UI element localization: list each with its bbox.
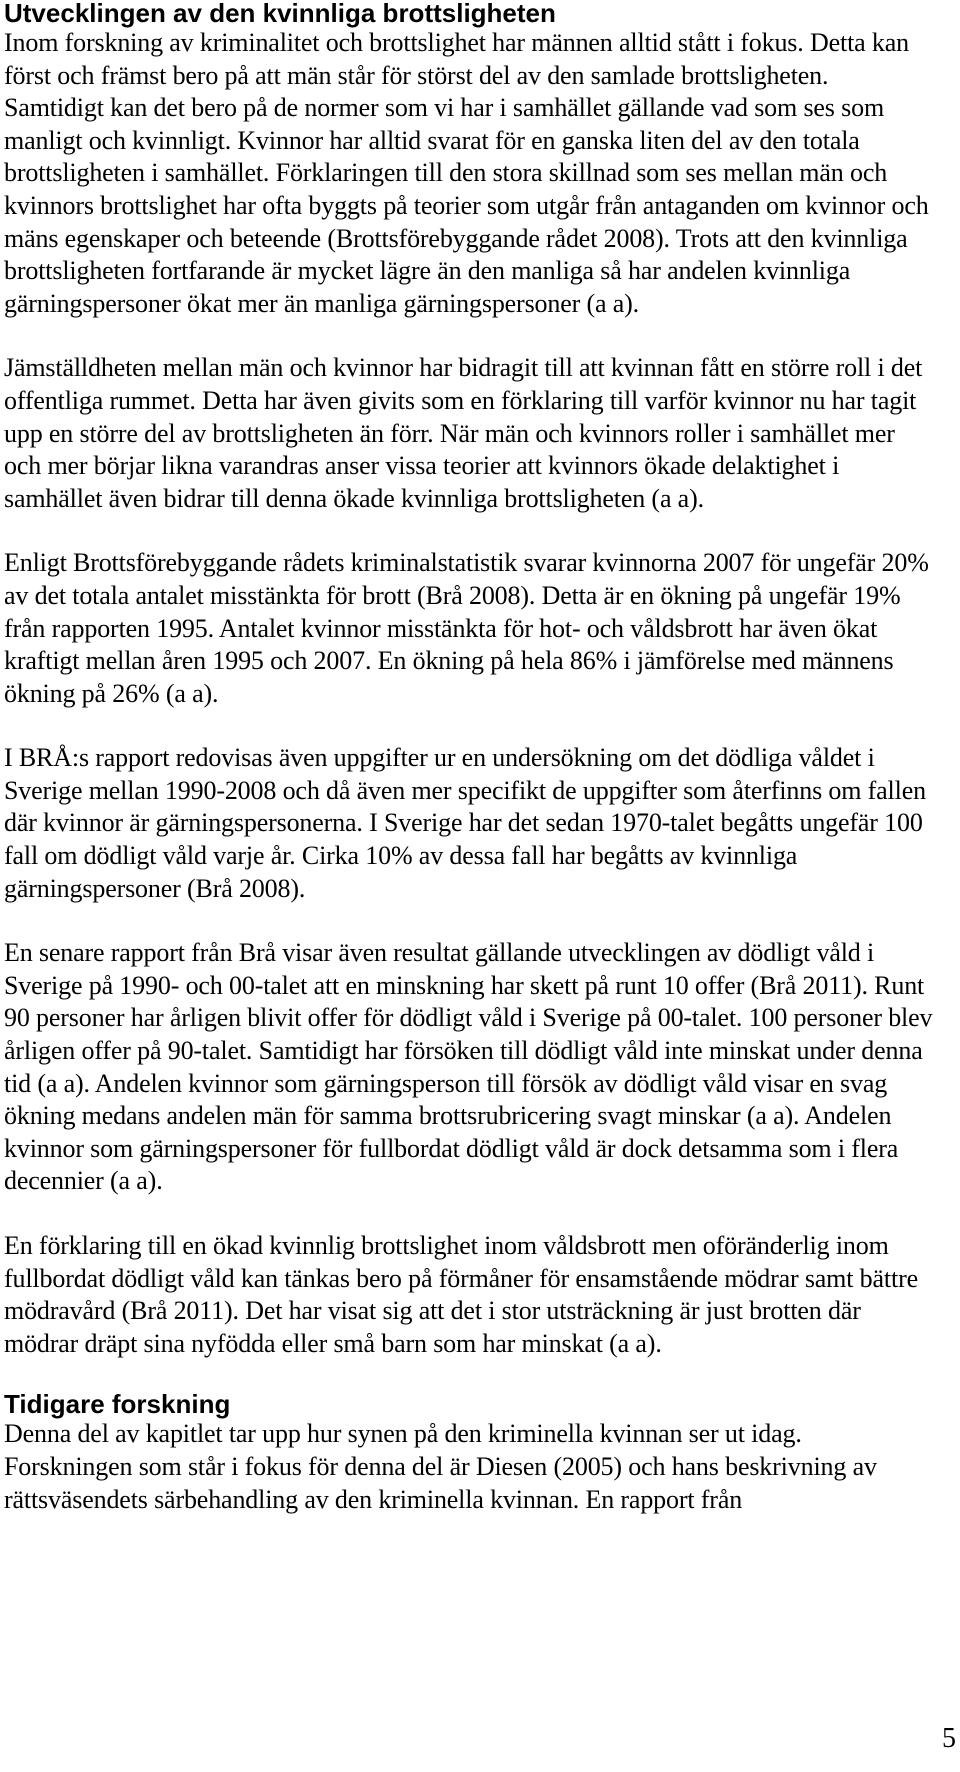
paragraph: I BRÅ:s rapport redovisas även uppgifter ur en undersökning om det dödliga våldet i Sverige mellan 1990-2008 och då även mer specifikt de uppgifter som återfinns om fallen där kvinnor är gärningspersonerna. I Sverige har det sedan 1970-talet begåtts ungefär 100 fall om dödligt våld varje år. Cirka 10% av dessa fall har begåtts av kvinnliga gärningspersoner (Brå 2008).	[4, 743, 926, 903]
paragraph: Enligt Brottsförebyggande rådets kriminalstatistik svarar kvinnorna 2007 för ungefär 20% av det totala antalet misstänkta för brott (Brå 2008). Detta är en ökning på ungefär 19% från rapporten 1995. Antalet kvinnor misstänkta för hot- och våldsbrott har även ökat kraftigt mellan åren 1995 och 2007. En ökning på hela 86% i jämförelse med männens ökning på 26% (a a).	[4, 548, 929, 708]
page-number: 5	[942, 1723, 956, 1754]
paragraph: En senare rapport från Brå visar även resultat gällande utvecklingen av dödligt våld i Sverige på 1990- och 00-talet att en minskning har skett på runt 10 offer (Brå 2011). Runt 90 personer har årligen blivit offer för dödligt våld i Sverige på 00-talet. 100 personer blev årligen offer på 90-talet. Samtidigt har försöken till dödligt våld inte minskat under denna tid (a a). Andelen kvinnor som gärningsperson till försök av dödligt våld visar en svag ökning medans andelen män för samma brottsrubricering svagt minskar (a a). Andelen kvinnor som gärningspersoner för fullbordat dödligt våld är dock detsamma som i flera decennier (a a).	[4, 938, 933, 1196]
paragraph: En förklaring till en ökad kvinnlig brottslighet inom våldsbrott men oföränderlig inom fullbordat dödligt våld kan tänkas bero på förmåner för ensamstående mödrar samt bättre mödravård (Brå 2011). Det har visat sig att det i stor utsträckning är just brotten där mödrar dräpt sina nyfödda eller små barn som har minskat (a a).	[4, 1231, 918, 1358]
paragraph: Inom forskning av kriminalitet och brottslighet har männen alltid stått i fokus. Detta kan först och främst bero på att män står för störst del av den samlade brottsligheten. Samtidigt kan det bero på de normer som vi har i samhället gällande vad som ses som manligt och kvinnligt. Kvinnor har alltid svarat för en ganska liten del av den totala brottsligheten i samhället. Förklaringen till den stora skillnad som ses mellan män och kvinnors brottslighet har ofta byggts på teorier som utgår från antaganden om kvinnor och mäns egenskaper och beteende (Brottsförebyggande rådet 2008). Trots att den kvinnliga brottsligheten fortfarande är mycket lägre än den manliga så har andelen kvinnliga gärningspersoner ökat mer än manliga gärningspersoner (a a).	[4, 28, 929, 318]
paragraph: Jämställdheten mellan män och kvinnor har bidragit till att kvinnan fått en större roll i det offentliga rummet. Detta har även givits som en förklaring till varför kvinnor nu har tagit upp en större del av brottsligheten än förr. När män och kvinnors roller i samhället mer och mer börjar likna varandras anser vissa teorier att kvinnors ökade delaktighet i samhället även bidrar till denna ökade kvinnliga brottsligheten (a a).	[4, 353, 923, 513]
section-heading: Utvecklingen av den kvinnliga brottsligheten	[4, 0, 556, 28]
paragraph: Denna del av kapitlet tar upp hur synen på den kriminella kvinnan ser ut idag. Forskningen som står i fokus för denna del är Diesen (2005) och hans beskrivning av rättsväsendets särbehandling av den kriminella kvinnan. En rapport från	[4, 1419, 877, 1514]
section-heading: Tidigare forskning	[4, 1389, 231, 1420]
document-page	[4, 0, 934, 1516]
